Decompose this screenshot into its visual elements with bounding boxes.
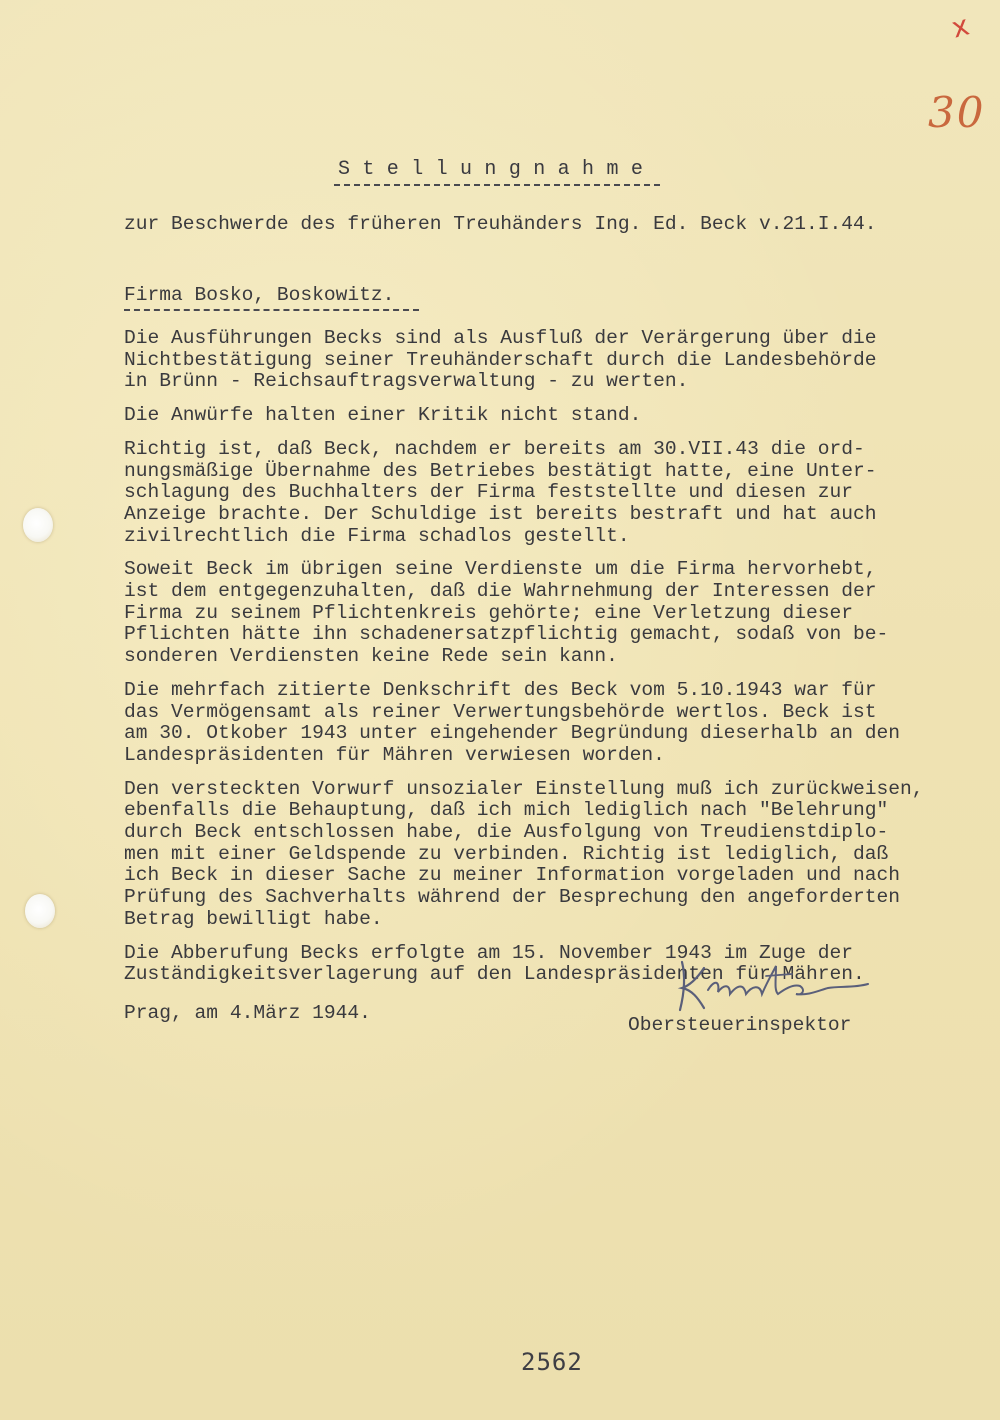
text-line: durch Beck entschlossen habe, die Ausfolgung von Treudienstdiplo- — [124, 821, 889, 844]
firm-underline — [124, 309, 419, 311]
text-line: Den versteckten Vorwurf unsozialer Einstellung muß ich zurückweisen, — [124, 777, 924, 800]
corner-mark: x — [948, 8, 973, 45]
text-line: ich Beck in dieser Sache zu meiner Information vorgeladen und nach — [124, 864, 901, 887]
paragraph — [124, 680, 964, 767]
text-line: in Brünn - Reichsauftragsverwaltung - zu werten. — [124, 370, 689, 393]
text-line: men mit einer Geldspende zu verbinden. Richtig ist lediglich, daß — [124, 842, 889, 865]
paragraph — [124, 779, 964, 931]
signer-title: Obersteuerinspektor — [628, 1014, 852, 1036]
text-line: Die Ausführungen Becks sind als Ausfluß der Verärgerung über die — [124, 327, 877, 349]
text-line: Die mehrfach zitierte Denkschrift des Beck vom 5.10.1943 war für — [124, 678, 877, 701]
firm-heading: Firma Bosko, Boskowitz. — [124, 284, 395, 306]
text-line: Pflichten hätte ihn schadenersatzpflichtig gemacht, sodaß von be- — [124, 623, 889, 646]
place-and-date: Prag, am 4.März 1944. — [124, 1002, 371, 1024]
text-line: schlagung des Buchhalters der Firma feststellte und diesen zur — [124, 481, 854, 504]
title-underline — [334, 184, 660, 186]
archive-page-number: 2562 — [521, 1348, 583, 1376]
text-line: Soweit Beck im übrigen seine Verdienste um die Firma hervorhebt, — [124, 558, 877, 581]
text-line: das Vermögensamt als reiner Verwertungsbehörde wertlos. Beck ist — [124, 700, 877, 723]
text-line: Prüfung des Sachverhalts während der Besprechung den angeforderten — [124, 886, 901, 909]
text-line: Anzeige brachte. Der Schuldige ist bereits bestraft und hat auch — [124, 502, 877, 525]
document-subtitle: zur Beschwerde des früheren Treuhänders Ing. Ed. Beck v.21.I.44. — [124, 213, 877, 235]
text-line: nungsmäßige Übernahme des Betriebes bestätigt hatte, eine Unter- — [124, 459, 877, 482]
document-title: S t e l l u n g n a h m e — [338, 158, 644, 181]
text-line: Nichtbestätigung seiner Treuhänderschaft durch die Landesbehörde — [124, 348, 877, 371]
text-line: ebenfalls die Behauptung, daß ich mich lediglich nach "Belehrung" — [124, 799, 889, 822]
paragraph — [124, 439, 964, 548]
paragraph — [124, 559, 964, 668]
text-line: am 30. Otkober 1943 unter eingehender Begründung dieserhalb an den — [124, 722, 901, 745]
text-line: Richtig ist, daß Beck, nachdem er bereits am 30.VII.43 die ord- — [124, 437, 865, 460]
body-text — [124, 328, 964, 998]
text-line: Firma zu seinem Pflichtenkreis gehörte; eine Verletzung dieser — [124, 601, 854, 624]
text-line: ist dem entgegenzuhalten, daß die Wahrnehmung der Interessen der — [124, 580, 877, 603]
paragraph — [124, 405, 964, 427]
text-line: Die Abberufung Becks erfolgte am 15. November 1943 im Zuge der — [124, 941, 854, 964]
handwritten-signature — [668, 950, 888, 1020]
text-line: Zuständigkeitsverlagerung auf den Landespräsidenten für Mähren. — [124, 963, 865, 986]
paragraph — [124, 328, 964, 393]
handwritten-page-number: 30 — [928, 88, 986, 137]
text-line: Landespräsidenten für Mähren verwiesen worden. — [124, 743, 665, 766]
punch-hole-bottom — [25, 894, 55, 928]
text-line: zivilrechtlich die Firma schadlos gestellt. — [124, 524, 630, 547]
text-line: Die Anwürfe halten einer Kritik nicht stand. — [124, 404, 642, 427]
punch-hole-top — [23, 508, 53, 542]
text-line: sonderen Verdiensten keine Rede sein kann. — [124, 645, 618, 668]
text-line: Betrag bewilligt habe. — [124, 907, 383, 930]
